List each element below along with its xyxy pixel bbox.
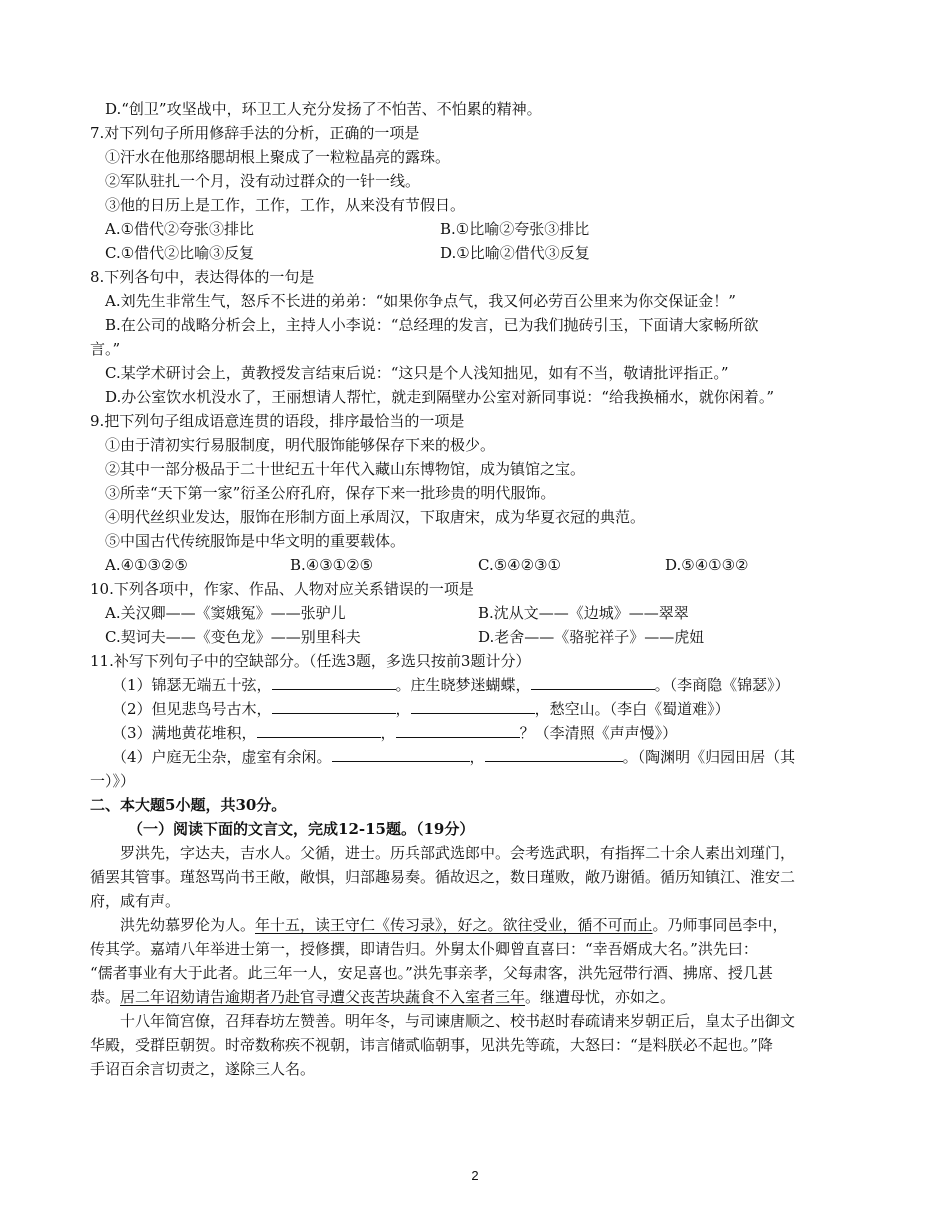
fill-blank[interactable] (332, 745, 470, 762)
q11-item-4-text-a: （4）户庭无尘杂，虚室有余闲。 (112, 748, 332, 766)
q9-sentence-3: ③所幸“天下第一家”衍圣公府孔府，保存下来一批珍贵的明代服饰。 (105, 484, 556, 502)
q8-option-b: B.在公司的战略分析会上，主持人小李说：“总经理的发言，已为我们抛砖引玉，下面请大家畅所欲 (105, 316, 759, 334)
q11-stem: 11.补写下列句子中的空缺部分。（任选3题，多选只按前3题计分） (90, 652, 531, 670)
page-number: 2 (471, 1168, 479, 1183)
fill-blank[interactable] (531, 673, 655, 690)
q11-item-4-text-c: 。（陶渊明《归园田居（其 (622, 748, 796, 766)
q9-option-b: B.④③①②⑤ (290, 556, 374, 574)
passage-p2-line2: 传其学。嘉靖八年举进士第一，授修撰，即请告归。外舅太仆卿曾直喜曰：“幸吾婿成大名。”洪先曰： (90, 940, 758, 958)
passage-p2-line1-a: 洪先幼慕罗伦为人。 (120, 916, 256, 934)
q7-sentence-1: ①汗水在他那络腮胡根上聚成了一粒粒晶亮的露珠。 (105, 148, 451, 166)
q11-item-4 (112, 745, 795, 769)
underlined-sentence: 年十五，读王守仁《传习录》，好之。欲往受业，循不可而止 (255, 916, 653, 934)
q11-item-1-text-a: （1）锦瑟无端五十弦， (112, 676, 272, 694)
fill-blank[interactable] (272, 697, 396, 714)
q11-item-2 (112, 697, 730, 721)
q11-item-2-text-a: （2）但见悲鸟号古木， (112, 700, 272, 718)
q8-option-d: D.办公室饮水机没水了，王丽想请人帮忙，就走到隔壁办公室对新同事说：“给我换桶水，就你闲着。” (105, 388, 775, 406)
q7-sentence-3: ③他的日历上是工作，工作，工作，从来没有节假日。 (105, 196, 466, 214)
q11-item-4-text-b: ， (469, 748, 485, 766)
q7-sentence-2: ②军队驻扎一个月，没有动过群众的一针一线。 (105, 172, 421, 190)
q9-option-d: D.⑤④①③② (665, 556, 749, 574)
q8-option-a: A.刘先生非常生气，怒斥不长进的弟弟：“如果你争点气，我又何必劳百公里来为你交保证金！” (105, 292, 736, 310)
fill-blank[interactable] (485, 745, 623, 762)
q10-option-b: B.沈从文——《边城》——翠翠 (478, 604, 689, 622)
q8-option-c: C.某学术研讨会上，黄教授发言结束后说：“这只是个人浅知拙见，如有不当，敬请批评指正。” (105, 364, 729, 382)
q9-option-a: A.④①③②⑤ (105, 556, 188, 574)
q11-item-2-text-c: ，愁空山。（李白《蜀道难》） (534, 700, 730, 718)
q11-item-3-text-a: （3）满地黄花堆积， (112, 724, 257, 742)
fill-blank[interactable] (396, 721, 520, 738)
q11-item-3-text-b: ， (380, 724, 396, 742)
passage-p2-line1 (120, 913, 788, 937)
section-2-heading: 二、本大题5小题，共30分。 (90, 796, 287, 814)
passage-p3-line3: 手诏百余言切责之，遂除三人名。 (90, 1060, 316, 1078)
q6-option-d: D.“创卫”攻坚战中，环卫工人充分发扬了不怕苦、不怕累的精神。 (105, 100, 542, 118)
q9-option-c: C.⑤④②③① (478, 556, 561, 574)
fill-blank[interactable] (272, 673, 396, 690)
q11-item-3 (112, 721, 677, 745)
underlined-sentence-unpunctuated: 居二年诏劾请告逾期者乃赴官寻遭父丧苦块蔬食不入室者三年 (120, 988, 526, 1006)
q9-sentence-4: ④明代丝织业发达，服饰在形制方面上承周汉，下取唐宋，成为华夏衣冠的典范。 (105, 508, 646, 526)
q10-option-a: A.关汉卿——《窦娥冤》——张驴儿 (105, 604, 346, 622)
q9-sentence-2: ②其中一部分极品于二十世纪五十年代入藏山东博物馆，成为镇馆之宝。 (105, 460, 586, 478)
q9-stem: 9.把下列句子组成语意连贯的语段，排序最恰当的一项是 (90, 412, 465, 430)
q11-item-3-text-c: ？（李清照《声声慢》） (519, 724, 678, 742)
passage-p2-line4-b: 。继遭母忧，亦如之。 (525, 988, 676, 1006)
q10-option-c: C.契诃夫——《变色龙》——别里科夫 (105, 628, 361, 646)
q7-option-d: D.①比喻②借代③反复 (440, 244, 590, 262)
fill-blank[interactable] (411, 697, 535, 714)
passage-p2-line1-c: 。乃师事同邑李中， (652, 916, 788, 934)
section-2-part-1-heading: （一）阅读下面的文言文，完成12-15题。（19分） (128, 820, 475, 838)
q7-option-a: A.①借代②夸张③排比 (105, 220, 255, 238)
q11-item-1 (112, 673, 790, 697)
q9-sentence-1: ①由于清初实行易服制度，明代服饰能够保存下来的极少。 (105, 436, 496, 454)
q11-item-2-text-b: ， (395, 700, 411, 718)
q11-item-4-cont: 一）》） (90, 772, 136, 790)
passage-p1-line3: 府，咸有声。 (90, 892, 181, 910)
q7-option-c: C.①借代②比喻③反复 (105, 244, 255, 262)
fill-blank[interactable] (257, 721, 381, 738)
passage-p3-line2: 华殿，受群臣朝贺。时帝数称疾不视朝，讳言储贰临朝事，见洪先等疏，大怒曰：“是料朕必不起也。”降 (90, 1036, 773, 1054)
q7-option-b: B.①比喻②夸张③排比 (440, 220, 590, 238)
q7-stem: 7.对下列句子所用修辞手法的分析，正确的一项是 (90, 124, 420, 142)
passage-p2-line3: “儒者事业有大于此者。此三年一人，安足喜也。”洪先事亲孝，父每肃客，洪先冠带行酒、拂席、授几甚 (90, 964, 773, 982)
q10-stem: 10.下列各项中，作家、作品、人物对应关系错误的一项是 (90, 580, 474, 598)
q9-sentence-5: ⑤中国古代传统服饰是中华文明的重要载体。 (105, 532, 406, 550)
q8-stem: 8.下列各句中，表达得体的一句是 (90, 268, 315, 286)
passage-p2-line4 (90, 985, 675, 1009)
passage-p1-line2: 循罢其管事。瑾怒骂尚书王敞，敞惧，归部趣易奏。循故迟之，数日瑾败，敞乃谢循。循历知镇江、淮安二 (90, 868, 796, 886)
passage-p3-line1: 十八年简宫僚，召拜春坊左赞善。明年冬，与司谏唐顺之、校书赵时春疏请来岁朝正后，皇太子出御文 (120, 1012, 796, 1030)
passage-p1-line1: 罗洪先，字达夫，吉水人。父循，进士。历兵部武选郎中。会考选武职，有指挥二十余人素出刘瑾门， (120, 844, 796, 862)
q8-option-b-cont: 言。” (90, 340, 121, 358)
q11-item-1-text-c: 。（李商隐《锦瑟》） (654, 676, 790, 694)
passage-p2-line4-a: 恭。 (90, 988, 121, 1006)
q11-item-1-text-b: 。庄生晓梦迷蝴蝶， (395, 676, 531, 694)
q10-option-d: D.老舍——《骆驼祥子》——虎妞 (478, 628, 705, 646)
